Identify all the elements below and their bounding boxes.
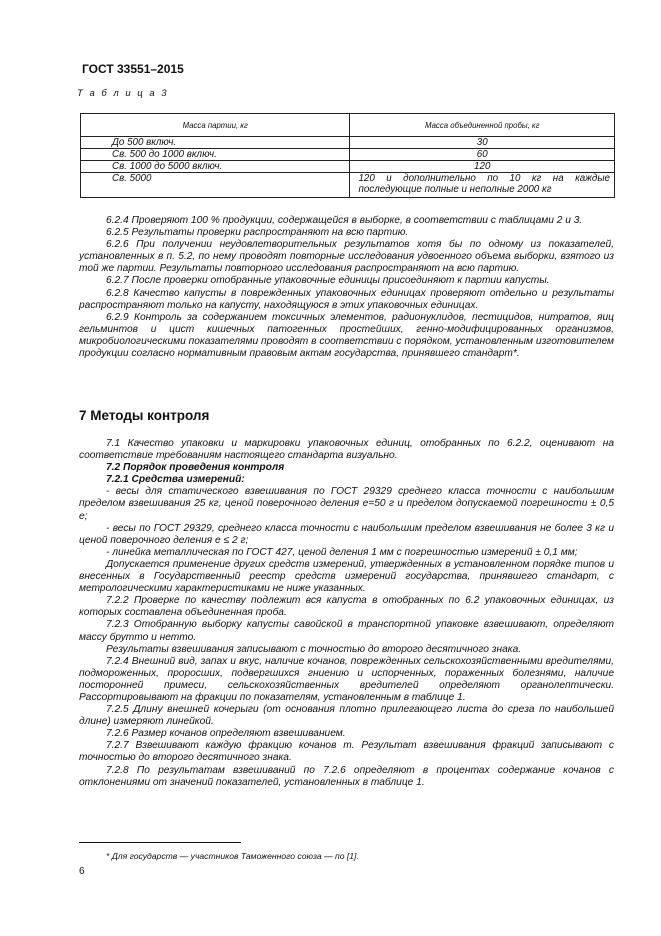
paragraph-6-2-6: 6.2.6 При получении неудовлетворительных результатов хотя бы по одному из показателей, установленных в п. 5.2, по нему проводят повторные исследования удвоенного объема выборки, взятого из той же партии. Результаты повторного исследования распространяют на всю партию. xyxy=(79,239,614,275)
table-row xyxy=(81,161,615,173)
subsection-7-2-1-title: 7.2.1 Средства измерений: xyxy=(106,474,245,486)
cell-lot-mass: Св. 5000 xyxy=(81,173,350,198)
cell-lot-mass: До 500 включ. xyxy=(81,137,350,149)
cell-lot-mass: Св. 1000 до 5000 включ. xyxy=(81,161,350,173)
table-caption: Т а б л и ц а 3 xyxy=(77,88,169,99)
paragraph-7-2-2: 7.2.2 Проверке по качеству подлежит вся капуста в отобранных по 6.2 упаковочных единицах, из которых составлена объединенная проба. xyxy=(79,595,614,619)
instrument-scale-3kg: - весы по ГОСТ 29329, среднего класса точности с наибольшим пределом взвешивания не более 3 кг и ценой поверочного деления е ≤ 2 г; xyxy=(79,522,614,546)
table-row xyxy=(81,173,615,198)
paragraph-7-2-5: 7.2.5 Длину внешней кочерыги (от основания плотно прилегающего листа до среза по наибольшей длине) измеряют линейкой. xyxy=(79,704,614,728)
paragraph-6-2-4: 6.2.4 Проверяют 100 % продукции, содержащейся в выборке, в соответствии с таблицами 2 и 3. xyxy=(106,215,583,226)
paragraph-7-2-6: 7.2.6 Размер кочанов определяют взвешиванием. xyxy=(106,728,346,740)
section-7-title: 7 Методы контроля xyxy=(79,408,210,423)
paragraph-other-instruments: Допускается применение других средств измерений, утвержденных в установленном порядке типов и внесенных в Государственный реестр средств измерений государства, принявшего стандарт, с метрологическими характеристиками не ниже указанных. xyxy=(79,558,614,595)
paragraph-6-2-8: 6.2.8 Качество капусты в поврежденных упаковочных единицах проверяют отдельно и результаты распространяют только на капусту, находящуюся в этих упаковочных единицах. xyxy=(79,287,614,311)
standard-header: ГОСТ 33551–2015 xyxy=(82,62,184,76)
instrument-ruler: - линейка металлическая по ГОСТ 427, ценой деления 1 мм с погрешностью измерений ± 0,1 мм; xyxy=(106,546,578,558)
table-header-row xyxy=(81,114,615,137)
cell-sample-mass: 120 xyxy=(350,161,615,173)
paragraph-7-1: 7.1 Качество упаковки и маркировки упаковочных единиц, отобранных по 6.2.2, оценивают на соответствие требованиям настоящего стандарта визуально. xyxy=(79,438,614,462)
table-row xyxy=(81,149,615,161)
col-header-sample-mass: Масса объединенной пробы, кг xyxy=(350,114,615,137)
paragraph-7-2-3: 7.2.3 Отобранную выборку капусты савойской в транспортной упаковке взвешивают, определяют массу брутто и нетто. xyxy=(79,619,614,643)
paragraph-7-2-7: 7.2.7 Взвешивают каждую фракцию кочанов m. Результат взвешивания фракций записывают с точностью до второго десятичного знака. xyxy=(79,740,614,764)
footnote: * Для государств — участников Таможенного союза — по [1]. xyxy=(106,851,359,861)
table-row xyxy=(81,137,615,149)
cell-sample-mass: 30 xyxy=(350,137,615,149)
instrument-scale-25kg: - весы для статического взвешивания по ГОСТ 29329 среднего класса точности с наибольшим пределом взвешивания 25 кг, ценой поверочного деления е=50 г и пределом допускаемой погрешности ± 0,5 е; xyxy=(79,486,614,522)
cell-sample-mass: 60 xyxy=(350,149,615,161)
sample-mass-table xyxy=(80,113,615,198)
col-header-lot-mass: Масса партии, кг xyxy=(81,114,350,137)
cell-lot-mass: Св. 500 до 1000 включ. xyxy=(81,149,350,161)
section-6-paragraphs xyxy=(79,215,614,360)
paragraph-6-2-9: 6.2.9 Контроль за содержанием токсичных элементов, радионуклидов, пестицидов, нитратов, яиц гельминтов и цист кишечных патогенных простейших, генно-модифицированных организмов, микробиологическими показателями проводят в соответствии с порядком, установленным изготовителем продукции согласно нормативным правовым актам государства, принявшего стандарт*. xyxy=(79,311,614,360)
paragraph-6-2-5: 6.2.5 Результаты проверки распространяют на всю партию. xyxy=(106,227,409,239)
paragraph-7-2-3-results: Результаты взвешивания записывают с точностью до второго десятичного знака. xyxy=(106,643,522,655)
section-7-heading-block xyxy=(79,410,614,422)
paragraph-7-2-8: 7.2.8 По результатам взвешиваний по 7.2.6 определяют в процентах содержание кочанов с отклонениями от значений показателей, установленных в таблице 1. xyxy=(79,764,614,788)
subsection-7-2-title: 7.2 Порядок проведения контроля xyxy=(106,462,285,474)
paragraph-7-2-4: 7.2.4 Внешний вид, запах и вкус, наличие кочанов, поврежденных сельскохозяйственными вредителями, подмороженных, проросших, подвергшихся гниению и испорченных, пораженных болезнями, наличие посторонней примеси, сельскохозяйственных вредителей определяют органолептически. Рассортировывают на фракции по показателям, установленным в таблице 1. xyxy=(79,655,614,703)
footnote-separator xyxy=(79,842,241,843)
paragraph-6-2-7: 6.2.7 После проверки отобранные упаковочные единицы присоединяют к партии капусты. xyxy=(106,275,550,287)
section-7-paragraphs xyxy=(79,438,614,789)
page-number: 6 xyxy=(79,866,85,877)
cell-sample-mass: 120 и дополнительно по 10 кг на каждые последующие полные и неполные 2000 кг xyxy=(350,173,615,198)
